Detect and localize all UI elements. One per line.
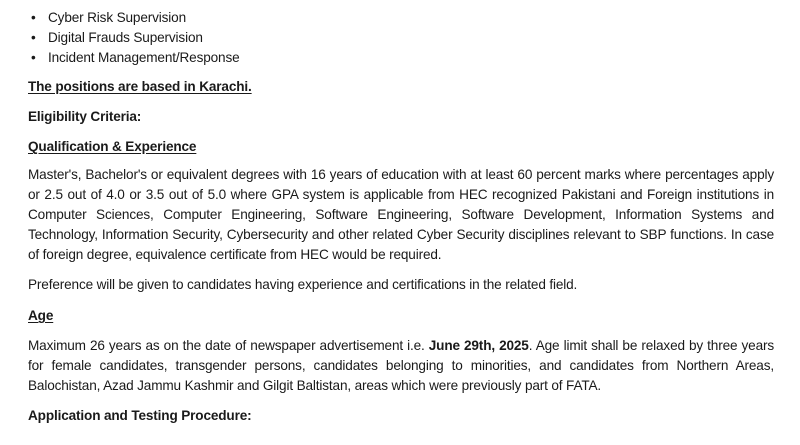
list-item bbox=[28, 48, 774, 68]
age-paragraph bbox=[28, 336, 774, 396]
position-list bbox=[28, 8, 774, 68]
age-text-before: Maximum 26 years as on the date of newspaper advertisement i.e. bbox=[28, 338, 429, 353]
qualification-heading: Qualification & Experience bbox=[28, 139, 197, 154]
list-item bbox=[28, 8, 774, 28]
age-date: June 29th, 2025 bbox=[428, 338, 529, 353]
preference-paragraph: Preference will be given to candidates having experience and certifications in the related field. bbox=[28, 277, 578, 292]
list-item-label: Digital Frauds Supervision bbox=[48, 30, 203, 45]
document-page bbox=[28, 8, 774, 426]
bullet-icon: • bbox=[31, 50, 36, 65]
bullet-icon: • bbox=[31, 30, 36, 45]
location-note: The positions are based in Karachi. bbox=[28, 79, 252, 94]
age-text-after: . Age limit shall be relaxed by three years for female candidates, transgender persons, candidates belonging to minorities, and candidates from Northern Areas, Balochistan, Azad Jammu Kashmir and Gilgit Baltistan, areas which were previously part of FATA. bbox=[28, 338, 775, 393]
eligibility-heading: Eligibility Criteria: bbox=[28, 109, 142, 124]
age-heading: Age bbox=[28, 308, 54, 323]
qualification-paragraph: Master's, Bachelor's or equivalent degrees with 16 years of education with at least 60 percent marks where percentages apply or 2.5 out of 4.0 or 3.5 out of 5.0 where GPA system is applicable from HEC recognized Pakistani and Foreign institutions in Computer Sciences, Computer Engineering, Software Engineering, Software Development, Information Systems and Technology, Information Security, Cybersecurity and other related Cyber Security disciplines relevant to SBP functions. In case of foreign degree, equivalence certificate from HEC would be required. bbox=[28, 167, 774, 262]
bullet-icon: • bbox=[31, 10, 36, 25]
application-heading: Application and Testing Procedure: bbox=[28, 408, 252, 423]
list-item-label: Incident Management/Response bbox=[48, 50, 240, 65]
list-item-label: Cyber Risk Supervision bbox=[48, 10, 186, 25]
list-item bbox=[28, 28, 774, 48]
